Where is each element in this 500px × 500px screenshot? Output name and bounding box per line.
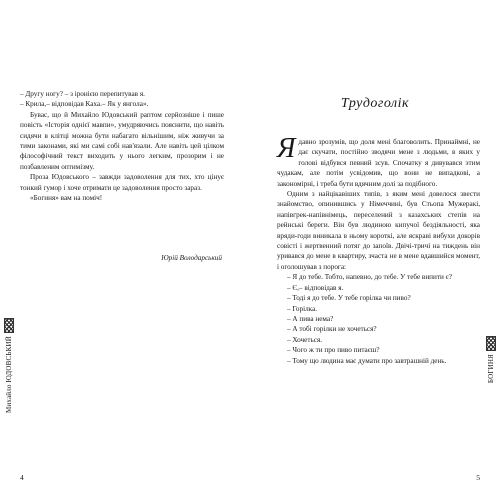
paragraph: – Горілка.: [287, 304, 318, 313]
paragraph: – Другу ногу? – з іронією перепитував я.: [20, 90, 145, 98]
paragraph: [277, 133, 480, 189]
paragraph: – Є,– відповідав я.: [287, 283, 344, 292]
paragraph: – Тому що людина має думати про завтрашній день.: [287, 356, 447, 365]
paragraph: – Крила,– відповідав Каха.– Як у янгола».: [20, 100, 149, 109]
page-number: 5: [476, 473, 480, 482]
left-side-strip: [2, 318, 16, 430]
paragraph: – Хочеться.: [287, 335, 323, 344]
chapter-title: Трудоголік: [340, 96, 410, 111]
paragraph: – Чого ж ти про пиво питаєш?: [287, 346, 380, 355]
author-name-vertical: Михайло ЮДОВСЬКИЙ: [5, 336, 13, 414]
ornament-icon: [4, 318, 14, 333]
right-side-strip: [484, 336, 498, 424]
paragraph: – Я до тебе. Тобто, напевно, до тебе. У тебе випити є?: [287, 273, 452, 282]
drop-cap: Я: [277, 133, 296, 164]
paragraph-text: давно зрозумів, що доля мені благоволить. Принаймні, не дає скучати, постійно зводячи мене з людьми, в яких у голові відбувся певний зсув. Спочатку я дивувався этим чудакам, але потім усвідомив, що вони не випадкові, а закономірні, і треба бути вдячним долі за подібного.: [277, 138, 480, 188]
author-signature: Юрій Володарський: [161, 254, 222, 262]
page-number: 4: [20, 473, 24, 482]
paragraph: «Богиня» вам на поміч!: [30, 194, 103, 203]
paragraph: Одним з найцікавіших типів, з яким мені довелося звести знайомство, опинившись у Німеччині, був Стьопа Мужеракі, напівгрек-напівнімець, переселений з казахських степів на рейнські береги. Він був людиною кипучої бездіяльності, яка вряди-годи виникала в ньому короткі, але яскраві вибухи докорів совісті і жертвенний потяг до запоїв. Двічі-тричі на тиждень він уривався до мене в квартиру, зчаста не в мене вдавшийся момент, і оголошував з порога:: [277, 190, 480, 271]
right-page: [250, 0, 500, 500]
paragraph: – А пива нема?: [287, 314, 334, 323]
paragraph: Бувас, що й Михайло Юдовський раптом серйозніше і пише повість «Історія однієї мавпи», умудряючись пояснити, що навіть сидячи в клітці можна бути набагато вільнішим, ніж живучи за тими законами, які ми самі собі нав'язали. Але навіть цей цілком філософічний текст виходить у нього легким, прозорим і не позбавленим оптимізму.: [20, 110, 224, 171]
left-page-text: [20, 89, 224, 203]
ornament-icon: [486, 336, 496, 351]
right-page-text: [277, 133, 480, 366]
book-title-vertical: БОГИНЯ: [487, 354, 495, 384]
paragraph: – А тобі горілки не хочеться?: [287, 325, 377, 334]
paragraph: – Тоді я до тебе. У тебе горілка чи пиво?: [287, 294, 411, 303]
paragraph: Проза Юдовського – завжди задоволення для тих, хто цінує тонкий гумор і хоче отримати це задоволення просто зараз.: [20, 173, 224, 192]
